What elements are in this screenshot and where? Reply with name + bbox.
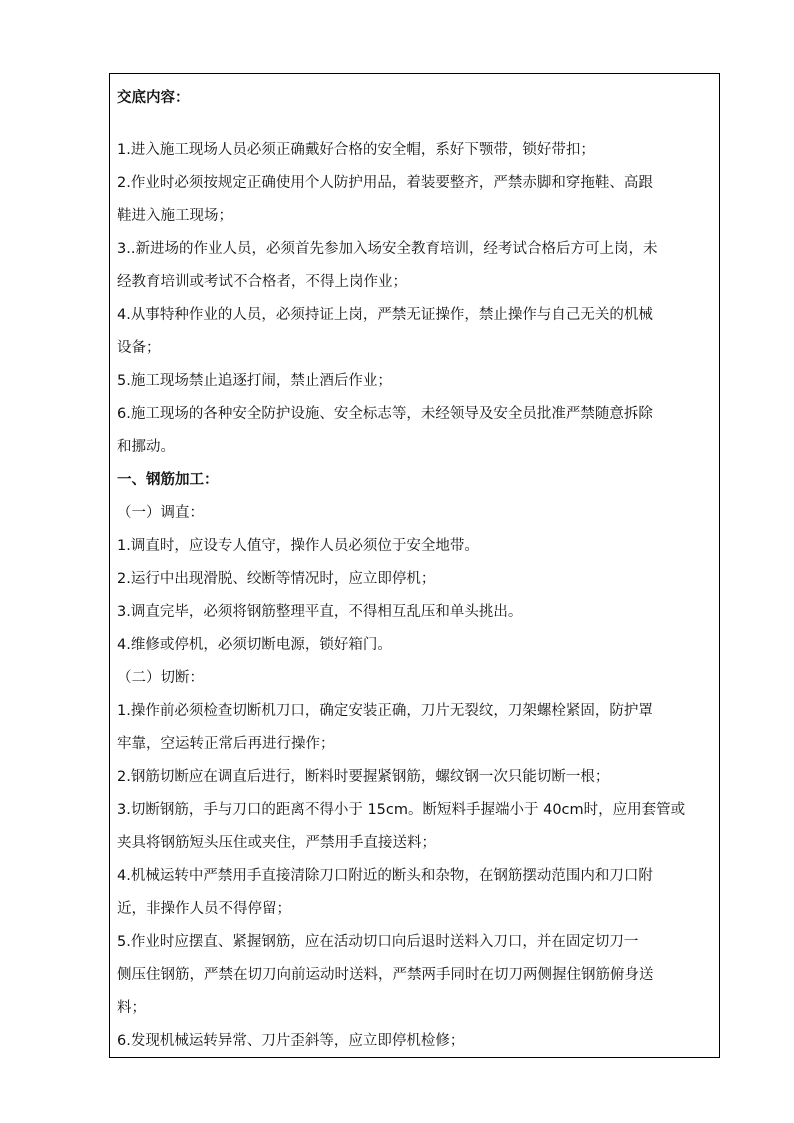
text-line-19: 牢靠，空运转正常后再进行操作； bbox=[117, 736, 335, 752]
text-line-4: 3..新进场的作业人员，必须首先参加入场安全教育培训，经考试合格后方可上岗，未 bbox=[117, 241, 658, 257]
text-line-13: 1.调直时，应设专人值守，操作人员必须位于安全地带。 bbox=[117, 538, 479, 554]
text-line-28: 6.发现机械运转异常、刀片歪斜等，应立即停机检修； bbox=[117, 1033, 465, 1049]
subsection-title-cutting: （二）切断： bbox=[117, 670, 204, 686]
document-frame bbox=[109, 73, 720, 1058]
text-line-10: 和挪动。 bbox=[117, 439, 175, 455]
text-line-18: 1.操作前必须检查切断机刀口，确定安装正确，刀片无裂纹，刀架螺栓紧固，防护罩 bbox=[117, 703, 653, 719]
text-line-3: 鞋进入施工现场； bbox=[117, 208, 233, 224]
text-line-27: 料； bbox=[117, 1000, 146, 1016]
text-line-26: 侧压住钢筋，严禁在切刀向前运动时送料，严禁两手同时在切刀两侧握住钢筋俯身送 bbox=[117, 967, 654, 983]
document-content bbox=[117, 82, 713, 1058]
text-line-16: 4.维修或停机，必须切断电源，锁好箱门。 bbox=[117, 637, 392, 653]
text-line-7: 设备； bbox=[117, 340, 161, 356]
text-line-1: 1.进入施工现场人员必须正确戴好合格的安全帽，系好下颚带，锁好带扣； bbox=[117, 142, 595, 158]
text-line-9: 6.施工现场的各种安全防护设施、安全标志等，未经领导及安全员批准严禁随意拆除 bbox=[117, 406, 653, 422]
text-line-20: 2.钢筋切断应在调直后进行，断料时要握紧钢筋，螺纹钢一次只能切断一根； bbox=[117, 769, 610, 785]
text-line-8: 5.施工现场禁止追逐打闹，禁止酒后作业； bbox=[117, 373, 392, 389]
text-line-25: 5.作业时应摆直、紧握钢筋，应在活动切口向后退时送料入刀口，并在固定切刀一 bbox=[117, 934, 639, 950]
text-line-5: 经教育培训或考试不合格者，不得上岗作业； bbox=[117, 274, 407, 290]
text-line-14: 2.运行中出现滑脱、绞断等情况时，应立即停机； bbox=[117, 571, 436, 587]
text-line-21: 3.切断钢筋，手与刀口的距离不得小于 15cm。断短料手握端小于 40cm时，应用套管或 bbox=[117, 802, 686, 818]
text-line-15: 3.调直完毕，必须将钢筋整理平直，不得相互乱压和单头挑出。 bbox=[117, 604, 523, 620]
text-line-22: 夹具将钢筋短头压住或夹住，严禁用手直接送料； bbox=[117, 835, 436, 851]
blank-line bbox=[117, 115, 713, 134]
text-line-2: 2.作业时必须按规定正确使用个人防护用品，着装要整齐，严禁赤脚和穿拖鞋、高跟 bbox=[117, 175, 653, 191]
text-line-6: 4.从事特种作业的人员，必须持证上岗，严禁无证操作，禁止操作与自己无关的机械 bbox=[117, 307, 653, 323]
section-heading: 交底内容： bbox=[117, 90, 190, 106]
section-title-steel-processing: 一、钢筋加工： bbox=[117, 472, 219, 488]
subsection-title-straightening: （一）调直： bbox=[117, 505, 204, 521]
text-line-23: 4.机械运转中严禁用手直接清除刀口附近的断头和杂物，在钢筋摆动范围内和刀口附 bbox=[117, 868, 653, 884]
text-line-24: 近，非操作人员不得停留； bbox=[117, 901, 291, 917]
